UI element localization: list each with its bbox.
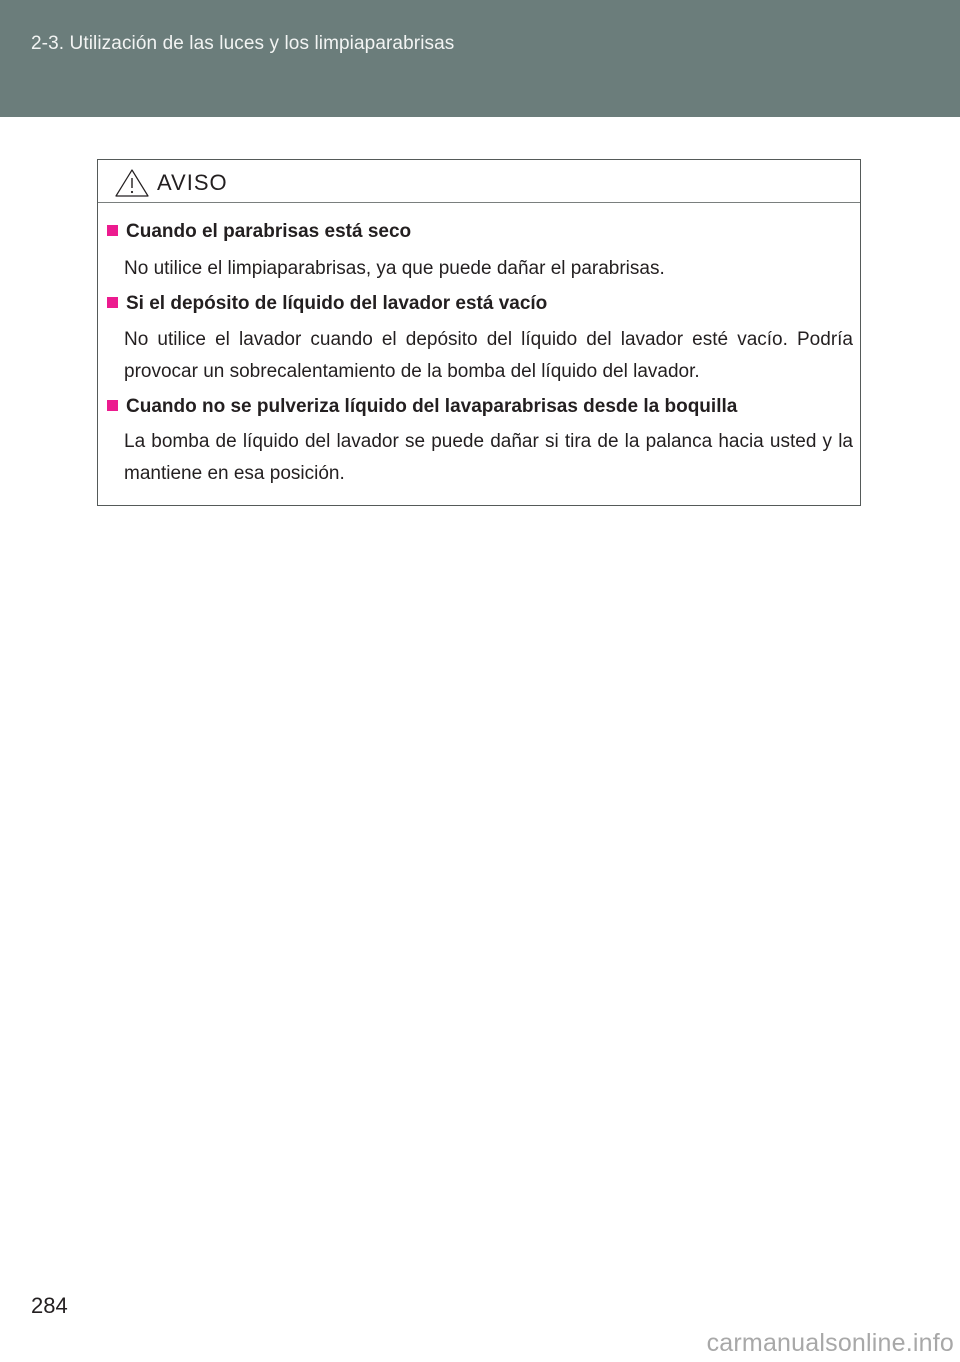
warning-triangle-icon [114,168,150,198]
entry-text-empty-reservoir: No utilice el lavador cuando el depósito del líquido del lavador esté vacío. Podría provocar un sobrecalentamiento de la bomba del líquido del lavador. [124,329,853,382]
warning-label: AVISO [157,170,228,195]
entry-heading-text: Cuando el parabrisas está seco [126,221,412,242]
bullet-square-icon [107,400,118,411]
entry-heading-no-spray [107,396,737,418]
section-title: 2-3. Utilización de las luces y los limpiaparabrisas [31,33,455,54]
watermark: carmanualsonline.info [590,1325,960,1362]
bullet-square-icon [107,225,118,236]
entry-heading-empty-reservoir [107,293,547,315]
bullet-square-icon [107,297,118,308]
entry-heading-dry-windshield [107,221,411,243]
page-number: 284 [31,1293,68,1318]
entry-heading-text: Cuando no se pulveriza líquido del lavaparabrisas desde la boquilla [126,396,738,417]
entry-text-no-spray: La bomba de líquido del lavador se puede dañar si tira de la palanca hacia usted y la mantiene en esa posición. [124,431,853,484]
header-band [0,0,960,117]
entry-heading-text: Si el depósito de líquido del lavador está vacío [126,293,548,314]
entry-text-dry-windshield: No utilice el limpiaparabrisas, ya que puede dañar el parabrisas. [124,258,665,279]
warning-header [98,160,860,203]
warning-box [97,159,861,506]
